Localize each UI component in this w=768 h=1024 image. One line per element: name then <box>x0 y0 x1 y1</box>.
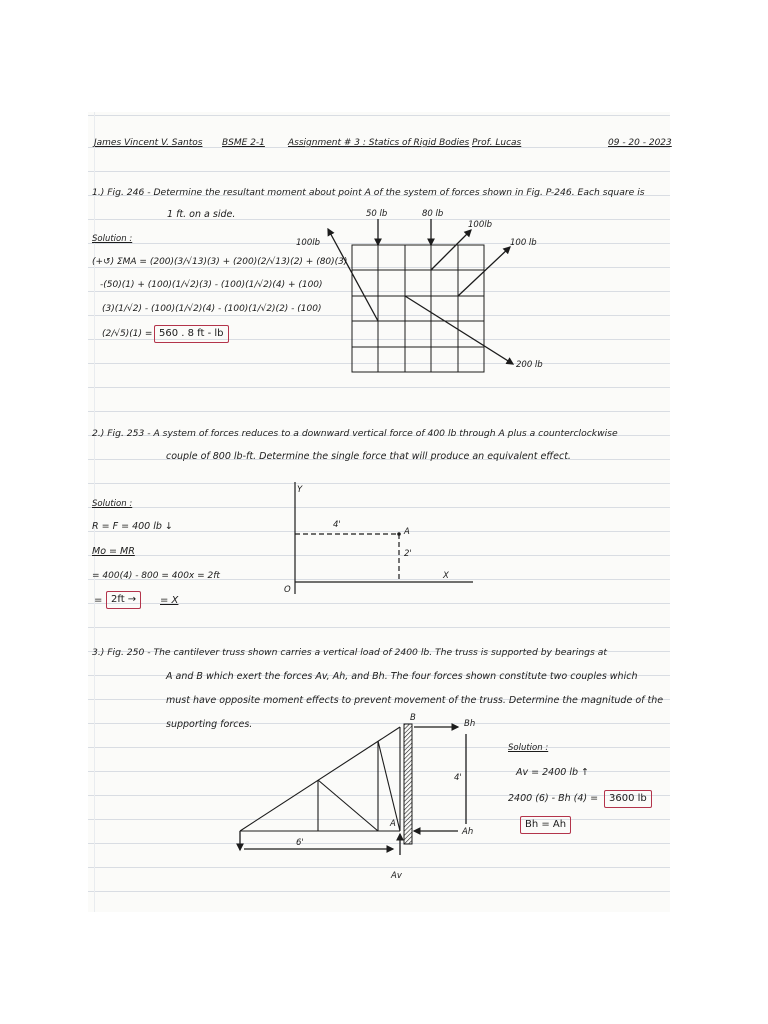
label-b: B <box>410 713 416 723</box>
label-200lb: 200 lb <box>516 360 543 370</box>
assignment-title: Assignment # 3 : Statics of Rigid Bodies <box>288 138 470 148</box>
label-a-p3: A <box>390 819 396 829</box>
truss-members <box>240 727 400 831</box>
problem-1-solution-label: Solution : <box>92 234 133 244</box>
problem-2-solution-label: Solution : <box>92 499 133 509</box>
problem-1-statement-line-2: 1 ft. on a side. <box>167 209 236 220</box>
support-wall <box>404 724 412 844</box>
label-50lb: 50 lb <box>366 209 388 219</box>
label-ah: Ah <box>462 827 474 837</box>
problem-3-statement-line-2: A and B which exert the forces Av, Ah, and Bh. The four forces shown constitute two couples which <box>166 671 638 682</box>
problem-3-answer-1: 3600 lb <box>604 790 652 808</box>
notebook-page <box>88 112 670 912</box>
student-name: James Vincent V. Santos <box>94 138 203 148</box>
problem-2-answer: 2ft → <box>106 591 141 609</box>
problem-2-statement-line-2: couple of 800 lb-ft. Determine the single force that will produce an equivalent effect. <box>166 451 571 462</box>
label-100lb-left: 100lb <box>296 238 320 248</box>
problem-2-answer-prefix: = <box>94 595 103 606</box>
label-100lb-right-a: 100lb <box>468 220 492 230</box>
figure-p246 <box>296 207 543 377</box>
problem-3-answer-2: Bh = Ah <box>520 816 571 834</box>
problem-2-answer-suffix: = X <box>160 595 179 606</box>
problem-2-statement-line-1: 2.) Fig. 253 - A system of forces reduces to a downward vertical force of 400 lb through A plus a counterclockwise <box>92 428 618 439</box>
point-a <box>397 532 401 536</box>
problem-3-statement-line-3: must have opposite moment effects to prevent movement of the truss. Determine the magnitude of the <box>166 695 664 706</box>
force-200-arrow <box>405 296 513 364</box>
figure-p253 <box>283 482 483 597</box>
figure-p250 <box>228 710 498 888</box>
label-2ft: 2' <box>404 549 412 559</box>
force-100-right-a-arrow <box>431 230 471 270</box>
label-x: X <box>443 571 449 581</box>
label-a: A <box>404 527 410 537</box>
label-height-4ft: 4' <box>454 773 462 783</box>
label-bh: Bh <box>464 719 476 729</box>
problem-1-equation-line-2: -(50)(1) + (100)(1/√2)(3) - (100)(1/√2)(4) + (100) <box>100 280 323 290</box>
problem-1-answer: 560 . 8 ft - lb <box>154 325 229 343</box>
problem-3-statement-line-1: 3.) Fig. 250 - The cantilever truss shown carries a vertical load of 2400 lb. The truss is supported by bearings at <box>92 647 607 658</box>
date: 09 - 20 - 2023 <box>608 138 672 148</box>
problem-2-line-3: = 400(4) - 800 = 400x = 2ft <box>92 571 220 581</box>
problem-1-equation-line-1: (+↺) ΣMA = (200)(3/√13)(3) + (200)(2/√13)(2) + (80)(3) <box>92 257 348 267</box>
label-80lb: 80 lb <box>422 209 444 219</box>
problem-1-statement-line-1: 1.) Fig. 246 - Determine the resultant moment about point A of the system of forces shown in Fig. P-246. Each square is <box>92 187 645 198</box>
label-4ft: 4' <box>333 520 341 530</box>
label-o: O <box>284 585 291 595</box>
problem-2-line-1: R = F = 400 lb ↓ <box>92 521 173 532</box>
problem-3-solution-label: Solution : <box>508 743 549 753</box>
label-y: Y <box>297 485 303 495</box>
professor-name: Prof. Lucas <box>472 138 522 148</box>
label-av: Av <box>391 871 402 881</box>
problem-3-line-1: Av = 2400 lb ↑ <box>516 767 589 778</box>
margin-line <box>94 112 95 912</box>
problem-3-line-2: 2400 (6) - Bh (4) = <box>508 793 599 804</box>
problem-1-equation-line-4: (2/√5)(1) = <box>102 329 153 339</box>
problem-3-statement-line-4: supporting forces. <box>166 719 253 730</box>
force-100-left-arrow <box>328 229 378 321</box>
label-100lb-right-b: 100 lb <box>510 238 537 248</box>
course-section: BSME 2-1 <box>222 138 265 148</box>
problem-1-equation-line-3: (3)(1/√2) - (100)(1/√2)(4) - (100)(1/√2)(2) - (100) <box>102 304 322 314</box>
label-span-6ft: 6' <box>296 838 304 848</box>
problem-2-line-2: Mo = MR <box>92 546 135 557</box>
